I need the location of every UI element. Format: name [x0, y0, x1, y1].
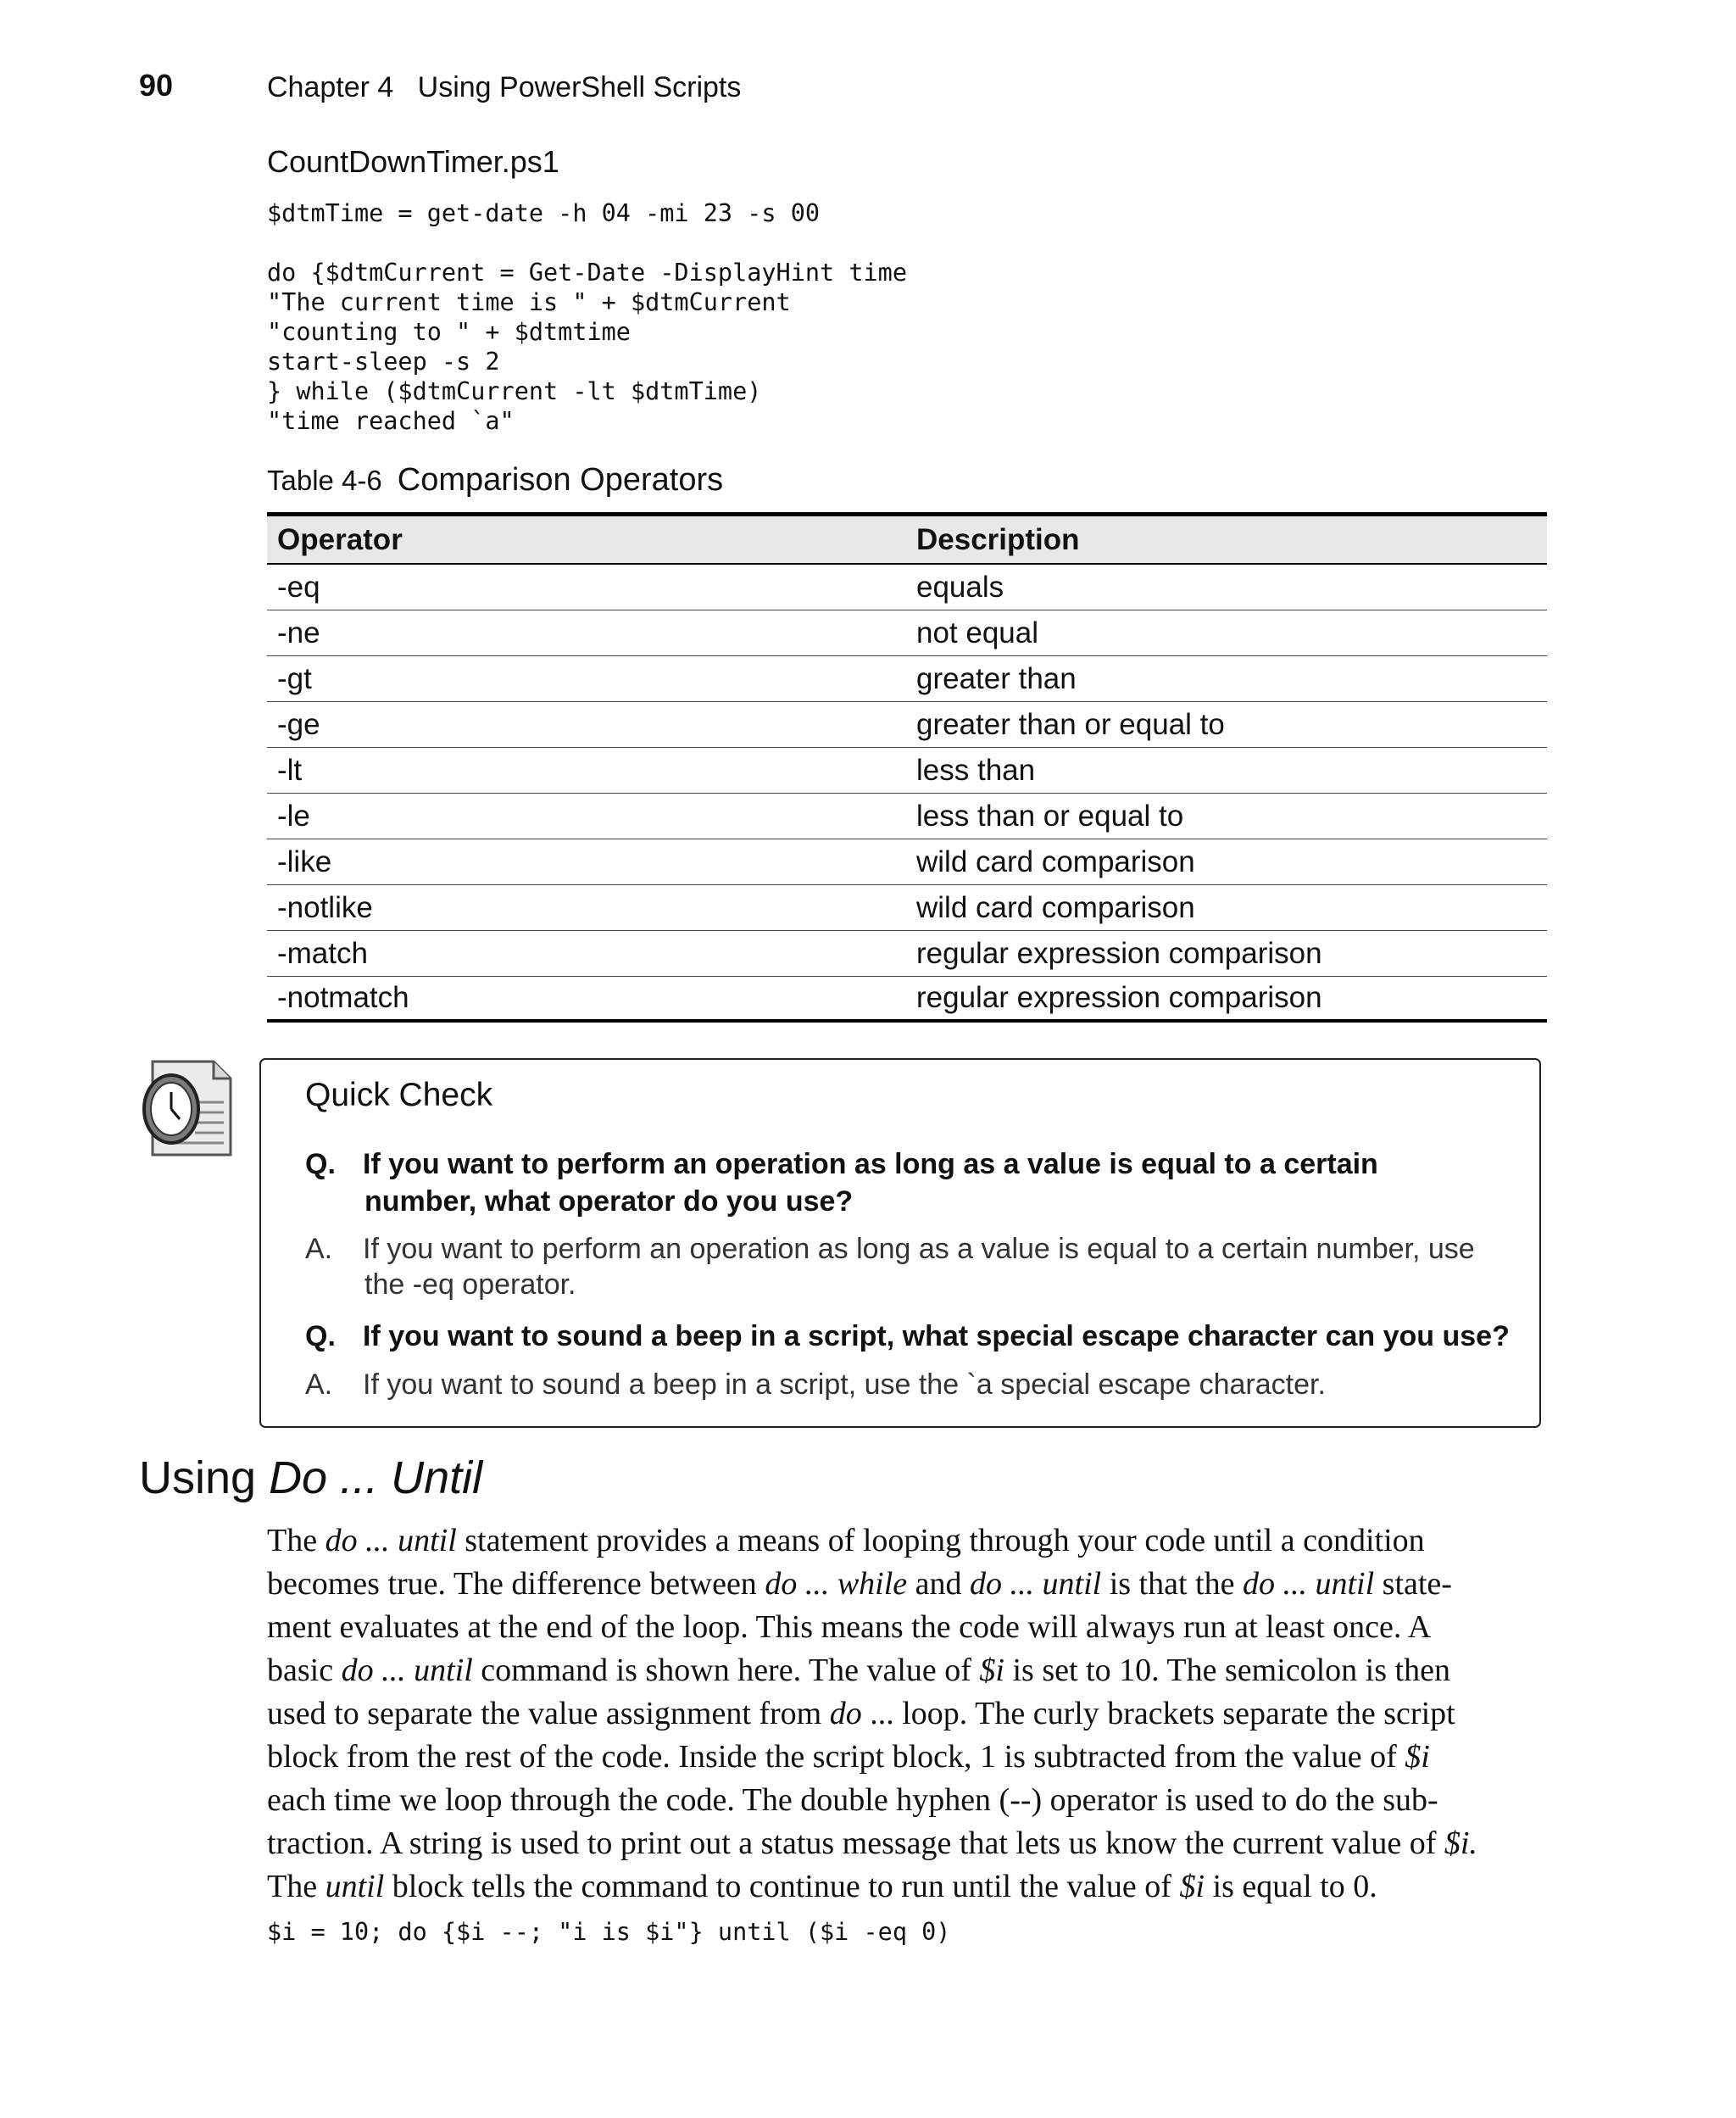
table-header-row	[267, 512, 1547, 565]
description-cell: equals	[916, 570, 1004, 604]
text-run: state-	[1374, 1566, 1452, 1602]
italic-term: do ... until	[341, 1653, 473, 1688]
table-title: Comparison Operators	[397, 462, 724, 498]
text-run: used to separate the value assignment from	[267, 1696, 830, 1731]
paragraph-line	[267, 1868, 1377, 1905]
description-cell: not equal	[916, 616, 1039, 649]
paragraph-line	[267, 1522, 1425, 1559]
description-cell: regular expression comparison	[916, 981, 1322, 1014]
operator-cell: -ge	[277, 707, 320, 741]
text-run: becomes true. The difference between	[267, 1566, 765, 1602]
table-row	[267, 656, 1547, 702]
text-run: statement provides a means of looping through your code until a condition	[456, 1523, 1425, 1558]
code-line: "The current time is " + $dtmCurrent	[267, 288, 791, 316]
running-head: Chapter 4 Using PowerShell Scripts	[267, 71, 742, 103]
code-example: $i = 10; do {$i --; "i is $i"} until ($i -eq 0)	[267, 1918, 951, 1946]
description-cell: wild card comparison	[916, 890, 1195, 924]
description-cell: less than	[916, 753, 1036, 787]
text-run: is set to 10. The semicolon is then	[1004, 1653, 1450, 1688]
question-1-line-2: number, what operator do you use?	[364, 1185, 854, 1218]
section-heading-prefix: Using	[139, 1452, 270, 1503]
text-run: The	[267, 1869, 326, 1904]
italic-term: until	[325, 1869, 385, 1904]
italic-term: do ... while	[765, 1566, 908, 1602]
text-run: The	[267, 1523, 326, 1558]
operator-cell: -le	[277, 799, 310, 833]
text-run: ... loop. The curly brackets separate the script	[861, 1696, 1455, 1731]
operator-cell: -eq	[277, 570, 320, 604]
operator-cell: -lt	[277, 753, 303, 787]
code-line: } while ($dtmCurrent -lt $dtmTime)	[267, 377, 762, 405]
page-number: 90	[139, 68, 174, 103]
table-row	[267, 565, 1547, 610]
code-line: start-sleep -s 2	[267, 348, 500, 376]
table-row	[267, 610, 1547, 656]
paragraph-line	[267, 1608, 1431, 1646]
code-line: $dtmTime = get-date -h 04 -mi 23 -s 00	[267, 199, 821, 227]
table-label: Table 4-6	[267, 465, 382, 496]
text-run: block tells the command to continue to run until the value of	[384, 1869, 1180, 1904]
text-run: traction. A string is used to print out a status message that lets us know the current value of	[267, 1825, 1444, 1861]
description-cell: less than or equal to	[916, 799, 1184, 833]
comparison-operators-table	[267, 512, 1547, 1023]
italic-term: $i	[1179, 1869, 1205, 1904]
code-line: do {$dtmCurrent = Get-Date -DisplayHint time	[267, 259, 907, 287]
description-cell: greater than	[916, 661, 1077, 695]
question-marker: Q.	[305, 1320, 336, 1352]
table-row	[267, 885, 1547, 931]
table-row	[267, 794, 1547, 839]
quick-check-title: Quick Check	[305, 1077, 493, 1113]
italic-term: do ... until	[970, 1566, 1102, 1602]
paragraph-line	[267, 1781, 1438, 1819]
operator-cell: -notlike	[277, 890, 373, 924]
paragraph-line	[267, 1738, 1430, 1775]
paragraph-line	[267, 1825, 1477, 1862]
table-row	[267, 702, 1547, 748]
italic-term: do ... until	[325, 1523, 457, 1558]
answer-marker: A.	[305, 1233, 333, 1265]
operator-cell: -like	[277, 844, 332, 878]
operator-cell: -gt	[277, 661, 312, 695]
section-heading-emphasis: Do ... Until	[269, 1452, 483, 1503]
text-run: command is shown here. The value of	[472, 1653, 980, 1688]
italic-term: do	[829, 1696, 862, 1731]
question-2: If you want to sound a beep in a script, what special escape character can you use?	[363, 1320, 1510, 1352]
table-row	[267, 931, 1547, 977]
text-run: is that the	[1101, 1566, 1243, 1602]
table-row	[267, 839, 1547, 885]
answer-marker: A.	[305, 1368, 333, 1401]
section-heading	[139, 1452, 482, 1504]
operator-cell: -match	[277, 936, 368, 970]
text-run: each time we loop through the code. The double hyphen (--) operator is used to do the sub-	[267, 1782, 1438, 1818]
column-header-description: Description	[916, 522, 1080, 556]
paragraph-line	[267, 1695, 1455, 1732]
text-run: and	[907, 1566, 971, 1602]
italic-term: $i.	[1444, 1825, 1477, 1861]
paragraph-line	[267, 1565, 1452, 1602]
text-run: basic	[267, 1653, 342, 1688]
answer-1-line-2: the -eq operator.	[364, 1268, 576, 1301]
question-1-line-1: If you want to perform an operation as long as a value is equal to a certain	[363, 1148, 1378, 1180]
italic-term: $i	[1405, 1739, 1430, 1775]
italic-term: do ... until	[1242, 1566, 1375, 1602]
text-run: is equal to 0.	[1205, 1869, 1377, 1904]
italic-term: $i	[979, 1653, 1004, 1688]
listing-title: CountDownTimer.ps1	[267, 144, 559, 179]
operator-cell: -notmatch	[277, 981, 409, 1014]
text-run: ment evaluates at the end of the loop. This means the code will always run at least once. A	[267, 1609, 1432, 1645]
description-cell: greater than or equal to	[916, 707, 1225, 741]
table-row	[267, 977, 1547, 1023]
answer-1-line-1: If you want to perform an operation as long as a value is equal to a certain number, use	[363, 1233, 1475, 1265]
text-run: block from the rest of the code. Inside the script block, 1 is subtracted from the value of	[267, 1739, 1405, 1775]
code-line: "time reached `a"	[267, 407, 515, 435]
paragraph-line	[267, 1652, 1450, 1689]
table-caption	[267, 462, 723, 499]
table-row	[267, 748, 1547, 794]
operator-cell: -ne	[277, 616, 320, 649]
question-marker: Q.	[305, 1148, 336, 1180]
answer-2: If you want to sound a beep in a script, use the `a special escape character.	[363, 1368, 1326, 1401]
clock-document-icon	[136, 1055, 239, 1162]
description-cell: wild card comparison	[916, 844, 1195, 878]
column-header-operator: Operator	[277, 522, 403, 556]
code-line: "counting to " + $dtmtime	[267, 318, 631, 346]
description-cell: regular expression comparison	[916, 936, 1322, 970]
